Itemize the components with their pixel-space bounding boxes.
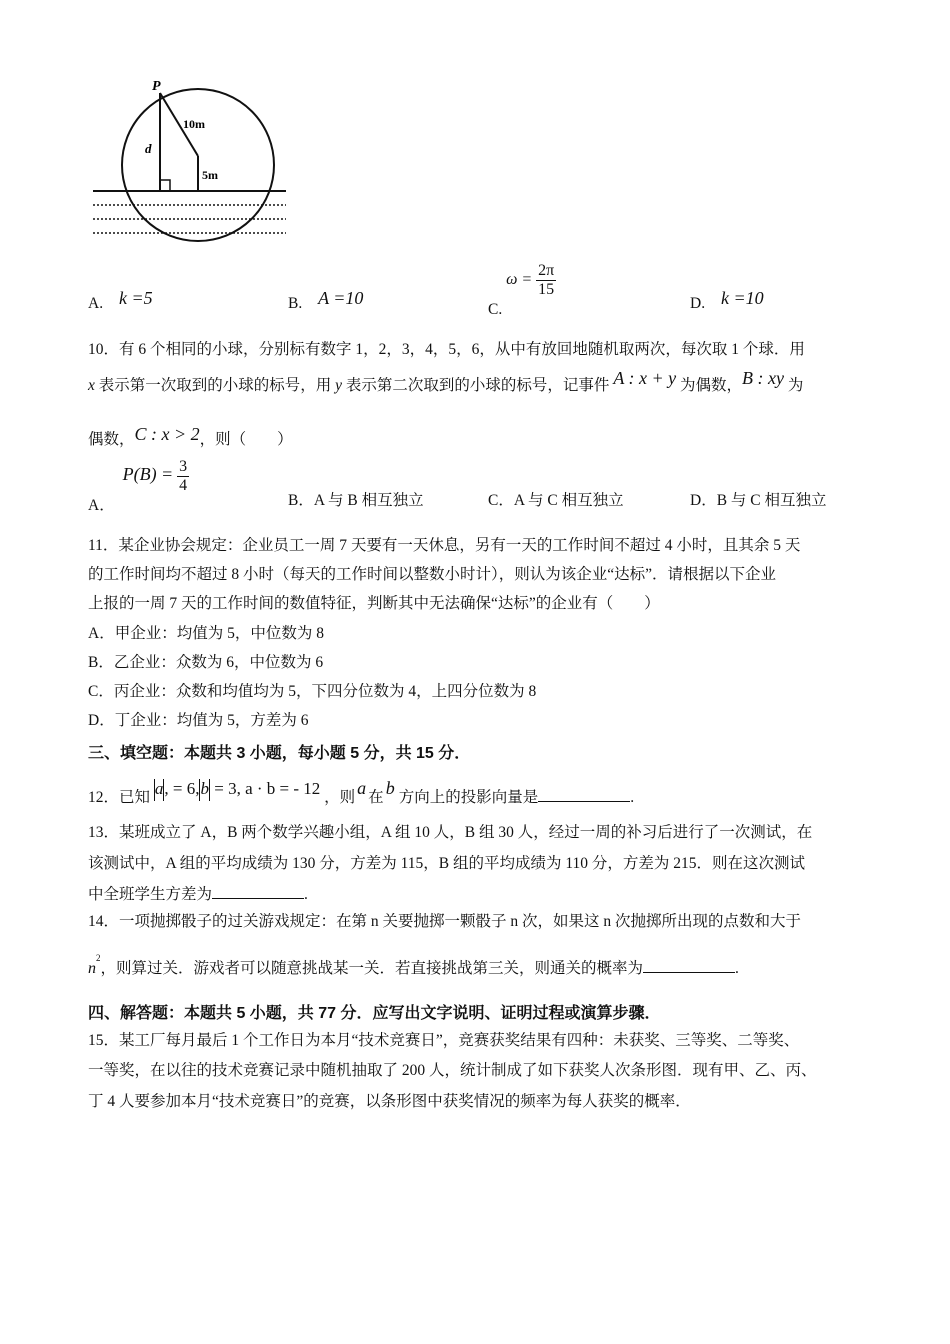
q9-c-num: 2π (538, 262, 555, 279)
label-10m: 10m (183, 117, 205, 131)
q10-option-d: D．B 与 C 相互独立 (690, 492, 827, 509)
q10-line3-a: 偶数， (88, 431, 135, 448)
q12-line (88, 774, 634, 812)
q14-n: n (88, 960, 96, 978)
q12-vec-a: a (357, 778, 367, 798)
q15-line2: 一等奖，在以往的技术竞赛记录中随机抽取了 200 人，统计制成了如下获奖人次条形图．现有甲、乙、丙、 (88, 1062, 817, 1079)
q14-line2-text: ，则算过关．游戏者可以随意挑战某一关．若直接挑战第三关，则通关的概率为 (100, 960, 644, 978)
q15-line3: 丁 4 人要参加本月“技术竞赛日”的竞赛，以条形图中获奖情况的频率为每人获奖的概率． (88, 1093, 691, 1110)
q10-line2 (88, 368, 804, 396)
q10-a-letter: A． (88, 497, 115, 515)
q9-c-letter: C. (488, 301, 503, 319)
q11-line2: 的工作时间均不超过 8 小时（每天的工作时间以整数小时计），则认为该企业“达标”．请根据以下企业 (88, 566, 777, 583)
q10-option-b: B．A 与 B 相互独立 (288, 492, 424, 509)
q11-option-b: B．乙企业：众数为 6，中位数为 6 (88, 654, 324, 671)
q13-end: . (304, 886, 308, 903)
q10-x-var: x (88, 377, 95, 394)
q11-option-c: C．丙企业：众数和均值均为 5，下四分位数为 4，上四分位数为 8 (88, 683, 537, 700)
q9-d-letter: D. (690, 295, 706, 312)
q12-math-4: = 3, a · b = - 12 (209, 779, 321, 798)
q12-answer-blank[interactable] (538, 787, 630, 802)
q9-c-fraction (536, 262, 556, 299)
q12-math-a: a (154, 779, 164, 798)
q15-line1: 15．某工厂每月最后 1 个工作日为本月“技术竞赛日”，竞赛获奖结果有四种：未获奖、三等奖、二等奖、 (88, 1032, 800, 1049)
q10-a-num: 3 (179, 458, 188, 475)
q12-condition (154, 779, 320, 798)
q13-answer-blank[interactable] (212, 884, 304, 899)
q10-a-den: 4 (179, 477, 188, 494)
right-angle-mark (160, 180, 170, 191)
q10-line2-d: 为 (783, 377, 804, 394)
q10-line2-c: 为偶数， (676, 377, 742, 394)
q12-prefix: 12．已知 (88, 789, 151, 806)
q10-event-c: C : x > 2 (134, 424, 200, 444)
q10-line2-b: 表示第二次取到的小球的标号，记事件 (342, 377, 614, 394)
q10-a-fraction (177, 458, 189, 495)
label-p: P (152, 79, 161, 94)
q9-option-c (488, 262, 556, 319)
q12-in: 在 (368, 789, 384, 806)
q13-line3 (88, 884, 308, 905)
q14-sup: 2 (96, 953, 101, 963)
q10-line3-b: ，则（ ） (199, 431, 293, 448)
q12-end: . (630, 789, 635, 806)
q11-option-a: A．甲企业：均值为 5，中位数为 8 (88, 625, 324, 642)
q12-vec-b: b (385, 778, 395, 798)
q10-y-var: y (335, 377, 343, 394)
q10-option-a (88, 458, 189, 515)
label-d: d (145, 141, 152, 156)
label-5m: 5m (202, 168, 218, 182)
q9-option-a (88, 288, 153, 313)
q9-c-omega: ω = (506, 271, 533, 289)
q13-line2: 该测试中，A 组的平均成绩为 130 分，方差为 115，B 组的平均成绩为 110 分，方差为 215．则在这次测试 (88, 855, 806, 872)
q13-line1: 13．某班成立了 A，B 两个数学兴趣小组，A 组 10 人，B 组 30 人，经过一周的补习后进行了一次测试，在 (88, 824, 813, 841)
q9-option-d (690, 288, 764, 313)
q10-a-lhs: P(B) = (122, 464, 174, 485)
q12-math-2: , = 6, (164, 779, 200, 798)
q12-math-b: b (200, 779, 209, 798)
q9-b-letter: B. (288, 295, 303, 312)
q9-a-letter: A. (88, 295, 104, 312)
q11-option-d: D．丁企业：均值为 5，方差为 6 (88, 712, 309, 729)
q9-a-math: k =5 (118, 288, 153, 308)
q14-line1: 14．一项抛掷骰子的过关游戏规定：在第 n 关要抛掷一颗骰子 n 次，如果这 n 次抛掷所出现的点数和大于 (88, 913, 802, 930)
q10-line3 (88, 424, 293, 450)
q10-line1: 10．有 6 个相同的小球，分别标有数字 1，2，3，4，5，6，从中有放回地随机取两次，每次取 1 个球．用 (88, 341, 805, 358)
q9-b-math: A =10 (318, 288, 364, 308)
q10-event-b: B : xy (742, 368, 784, 388)
ferris-wheel-figure (88, 78, 293, 243)
q14-end: . (735, 960, 739, 978)
q10-line2-a: 表示第一次取到的小球的标号，用 (94, 377, 336, 394)
section-4-heading: 四、解答题：本题共 5 小题，共 77 分．应写出文字说明、证明过程或演算步骤． (88, 1005, 661, 1022)
q12-mid: ，则 (324, 789, 356, 806)
q14-answer-blank[interactable] (643, 958, 735, 973)
q11-line1: 11．某企业协会规定：企业员工一周 7 天要有一天休息，另有一天的工作时间不超过 4 小时，且其余 5 天 (88, 537, 801, 554)
q11-line3: 上报的一周 7 天的工作时间的数值特征，判断其中无法确保“达标”的企业有（ ） (88, 595, 660, 612)
q14-line2 (88, 954, 739, 979)
q12-suffix: 方向上的投影向量是 (398, 789, 539, 806)
q10-option-c: C．A 与 C 相互独立 (488, 492, 624, 509)
q9-option-b (288, 288, 363, 313)
q10-event-a: A : x + y (613, 368, 677, 388)
q13-line3-text: 中全班学生方差为 (88, 886, 213, 903)
q9-c-den: 15 (538, 281, 555, 298)
q9-d-math: k =10 (720, 288, 764, 308)
section-3-heading: 三、填空题：本题共 3 小题，每小题 5 分，共 15 分． (88, 745, 471, 762)
